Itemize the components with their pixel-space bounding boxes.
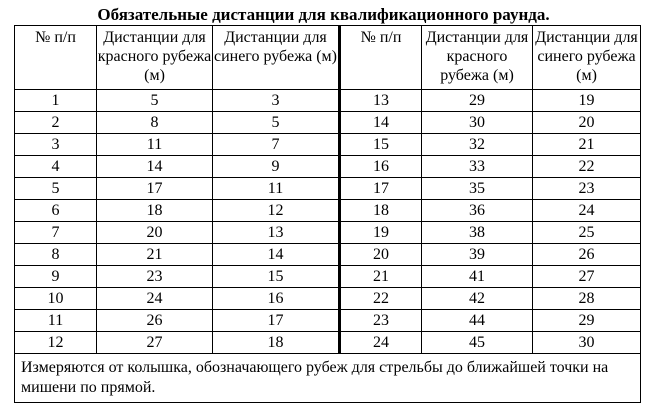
cell-red-right: 41	[422, 266, 533, 288]
cell-red-right: 30	[422, 112, 533, 134]
note-row	[15, 354, 641, 403]
table-row	[15, 200, 641, 222]
table-row	[15, 156, 641, 178]
cell-num-left: 5	[15, 178, 97, 200]
table-row	[15, 112, 641, 134]
table-row	[15, 178, 641, 200]
header-num-right: № п/п	[340, 26, 422, 90]
cell-num-left: 12	[15, 332, 97, 354]
table-row	[15, 244, 641, 266]
header-num-left: № п/п	[15, 26, 97, 90]
cell-num-right: 21	[340, 266, 422, 288]
header-row	[15, 26, 641, 90]
cell-red-right: 32	[422, 134, 533, 156]
cell-blue-right: 28	[533, 288, 641, 310]
cell-blue-right: 25	[533, 222, 641, 244]
cell-num-right: 18	[340, 200, 422, 222]
cell-red-right: 29	[422, 90, 533, 112]
cell-red-left: 14	[97, 156, 213, 178]
cell-blue-left: 9	[213, 156, 340, 178]
cell-blue-left: 5	[213, 112, 340, 134]
cell-blue-right: 21	[533, 134, 641, 156]
cell-num-right: 23	[340, 310, 422, 332]
cell-red-left: 21	[97, 244, 213, 266]
cell-num-left: 10	[15, 288, 97, 310]
header-red-left: Дистанции для красного рубежа (м)	[97, 26, 213, 90]
header-red-right: Дистанции для красного рубежа (м)	[422, 26, 533, 90]
cell-num-left: 2	[15, 112, 97, 134]
cell-num-left: 1	[15, 90, 97, 112]
cell-num-left: 6	[15, 200, 97, 222]
cell-blue-right: 22	[533, 156, 641, 178]
cell-red-left: 11	[97, 134, 213, 156]
cell-red-right: 36	[422, 200, 533, 222]
cell-blue-right: 24	[533, 200, 641, 222]
cell-num-right: 20	[340, 244, 422, 266]
cell-red-left: 23	[97, 266, 213, 288]
cell-num-left: 7	[15, 222, 97, 244]
table-row	[15, 310, 641, 332]
cell-red-right: 42	[422, 288, 533, 310]
table-row	[15, 90, 641, 112]
cell-red-left: 5	[97, 90, 213, 112]
cell-num-right: 17	[340, 178, 422, 200]
cell-num-right: 13	[340, 90, 422, 112]
cell-red-left: 26	[97, 310, 213, 332]
cell-blue-left: 15	[213, 266, 340, 288]
cell-red-left: 8	[97, 112, 213, 134]
table-title: Обязательные дистанции для квалификационного раунда.	[97, 5, 550, 24]
distances-table	[14, 25, 641, 403]
cell-blue-left: 3	[213, 90, 340, 112]
cell-red-right: 35	[422, 178, 533, 200]
cell-blue-left: 17	[213, 310, 340, 332]
cell-blue-right: 29	[533, 310, 641, 332]
cell-red-left: 20	[97, 222, 213, 244]
cell-red-left: 24	[97, 288, 213, 310]
cell-num-left: 3	[15, 134, 97, 156]
cell-red-right: 39	[422, 244, 533, 266]
cell-num-right: 19	[340, 222, 422, 244]
cell-blue-right: 27	[533, 266, 641, 288]
table-row	[15, 222, 641, 244]
cell-num-right: 22	[340, 288, 422, 310]
cell-red-right: 44	[422, 310, 533, 332]
cell-num-left: 11	[15, 310, 97, 332]
cell-blue-left: 14	[213, 244, 340, 266]
cell-blue-left: 13	[213, 222, 340, 244]
cell-num-right: 14	[340, 112, 422, 134]
header-blue-right: Дистанции для синего рубежа (м)	[533, 26, 641, 90]
cell-red-left: 27	[97, 332, 213, 354]
table-row	[15, 288, 641, 310]
cell-blue-left: 16	[213, 288, 340, 310]
cell-red-left: 17	[97, 178, 213, 200]
table-row	[15, 134, 641, 156]
cell-blue-right: 26	[533, 244, 641, 266]
cell-red-right: 33	[422, 156, 533, 178]
header-blue-left: Дистанции для синего рубежа (м)	[213, 26, 340, 90]
cell-blue-left: 18	[213, 332, 340, 354]
table-row	[15, 332, 641, 354]
cell-blue-left: 11	[213, 178, 340, 200]
cell-blue-left: 7	[213, 134, 340, 156]
cell-red-right: 45	[422, 332, 533, 354]
cell-red-left: 18	[97, 200, 213, 222]
cell-num-left: 4	[15, 156, 97, 178]
cell-blue-right: 20	[533, 112, 641, 134]
note-text: Измеряются от колышка, обозначающего рубеж для стрельбы до ближайшей точки на мишени по прямой.	[15, 354, 641, 403]
cell-blue-right: 30	[533, 332, 641, 354]
cell-blue-right: 19	[533, 90, 641, 112]
table-row	[15, 266, 641, 288]
cell-num-right: 24	[340, 332, 422, 354]
cell-num-left: 8	[15, 244, 97, 266]
cell-red-right: 38	[422, 222, 533, 244]
cell-num-left: 9	[15, 266, 97, 288]
cell-blue-left: 12	[213, 200, 340, 222]
cell-num-right: 15	[340, 134, 422, 156]
cell-num-right: 16	[340, 156, 422, 178]
cell-blue-right: 23	[533, 178, 641, 200]
